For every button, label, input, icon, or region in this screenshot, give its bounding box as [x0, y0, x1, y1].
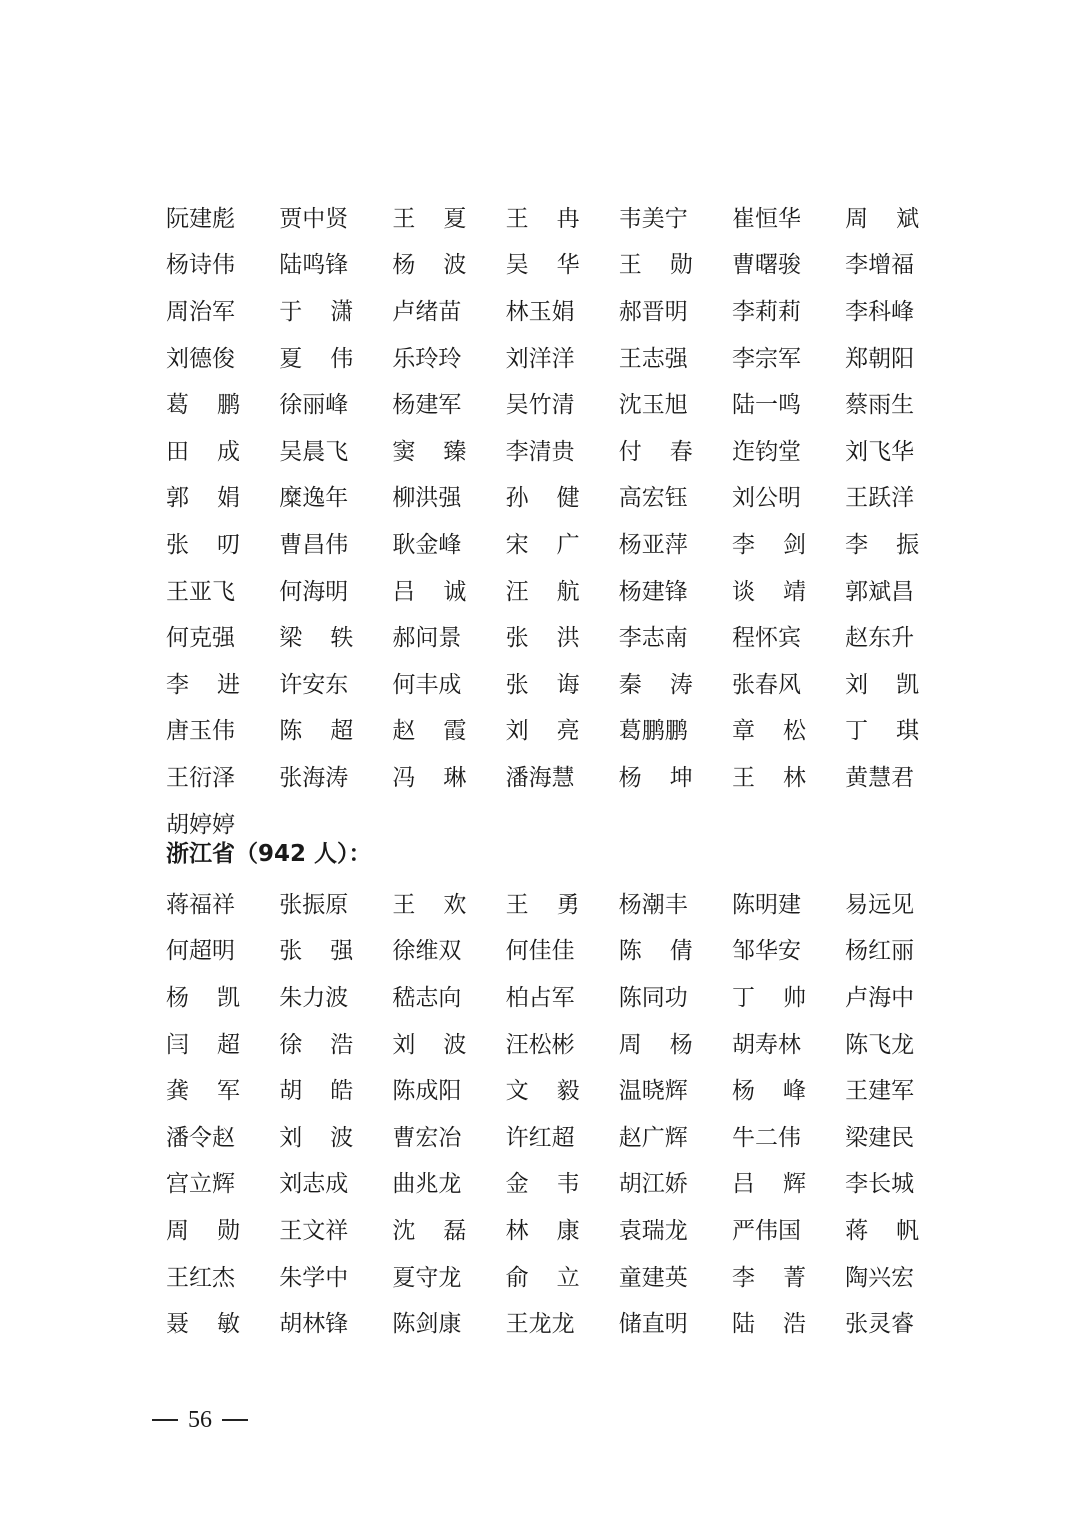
name-entry: 乐玲玲	[392, 345, 462, 372]
name-entry: 陈 超	[279, 718, 354, 745]
name-entry: 刘 凯	[845, 671, 920, 698]
name-entry: 李宗军	[731, 345, 801, 372]
name-entry: 梁建民	[845, 1124, 915, 1151]
name-row	[166, 289, 926, 336]
name-entry: 卢海中	[845, 984, 915, 1011]
name-entry: 郝问景	[392, 625, 462, 652]
name-entry: 李莉莉	[731, 298, 801, 325]
name-entry: 王 冉	[505, 205, 580, 232]
name-entry: 何克强	[166, 625, 235, 652]
name-entry: 李清贵	[505, 438, 575, 465]
name-entry: 李 菁	[731, 1264, 806, 1291]
name-entry: 杨 峰	[731, 1078, 806, 1105]
name-entry: 程怀宾	[731, 625, 801, 652]
name-entry: 张 强	[279, 938, 354, 965]
name-entry: 陆鸣锋	[279, 252, 349, 279]
name-entry: 徐 浩	[279, 1031, 354, 1058]
name-entry: 葛 鹏	[166, 392, 240, 419]
name-entry: 阮建彪	[166, 205, 235, 232]
name-entry: 张 叨	[166, 531, 240, 558]
name-entry: 李科峰	[845, 298, 915, 325]
name-entry: 王 欢	[392, 891, 467, 918]
name-entry: 何佳佳	[505, 938, 575, 965]
name-entry: 沈 磊	[392, 1217, 467, 1244]
name-entry: 严伟国	[731, 1217, 801, 1244]
name-entry: 迮钧堂	[731, 438, 801, 465]
name-entry: 朱学中	[279, 1264, 349, 1291]
name-entry: 夏守龙	[392, 1264, 462, 1291]
name-entry: 陈剑康	[392, 1311, 462, 1338]
page-footer	[152, 1408, 248, 1432]
name-entry: 何丰成	[392, 671, 462, 698]
name-entry: 王文祥	[279, 1217, 349, 1244]
name-entry: 周 杨	[618, 1031, 693, 1058]
name-row	[166, 336, 926, 383]
page-number: 56	[188, 1407, 212, 1433]
name-entry: 刘 波	[392, 1031, 467, 1058]
name-entry: 杨建锋	[618, 578, 688, 605]
name-entry: 张 诲	[505, 671, 580, 698]
name-entry: 文 毅	[505, 1078, 580, 1105]
name-entry: 童建英	[618, 1264, 688, 1291]
name-entry: 牛二伟	[731, 1124, 801, 1151]
name-entry: 周治军	[166, 298, 235, 325]
name-row	[166, 709, 926, 756]
name-row	[166, 975, 926, 1022]
name-entry: 吴竹清	[505, 392, 575, 419]
name-entry: 王 勇	[505, 891, 580, 918]
name-entry: 汪 航	[505, 578, 580, 605]
name-list-section-1	[166, 196, 926, 848]
name-entry: 李长城	[845, 1171, 915, 1198]
name-entry: 于 潇	[279, 298, 354, 325]
name-entry: 崔恒华	[731, 205, 801, 232]
name-entry: 唐玉伟	[166, 718, 235, 745]
name-entry: 宫立辉	[166, 1171, 235, 1198]
name-entry: 聂 敏	[166, 1311, 240, 1338]
name-entry: 陆一鸣	[731, 392, 801, 419]
name-entry: 王红杰	[166, 1264, 235, 1291]
name-entry: 王 林	[731, 764, 806, 791]
name-entry: 杨红丽	[845, 938, 915, 965]
name-entry: 糜逸年	[279, 485, 349, 512]
name-row	[166, 569, 926, 616]
name-entry: 吕 辉	[731, 1171, 806, 1198]
name-entry: 葛鹏鹏	[618, 718, 688, 745]
name-entry: 胡寿林	[731, 1031, 801, 1058]
name-row	[166, 522, 926, 569]
name-entry: 韦美宁	[618, 205, 688, 232]
name-entry: 刘志成	[279, 1171, 349, 1198]
name-row	[166, 1022, 926, 1069]
name-entry: 徐丽峰	[279, 392, 349, 419]
name-entry: 杨建军	[392, 392, 462, 419]
name-entry: 周 斌	[845, 205, 920, 232]
name-entry: 潘令赵	[166, 1124, 235, 1151]
name-entry: 龚 军	[166, 1078, 240, 1105]
name-entry: 杨诗伟	[166, 252, 235, 279]
name-entry: 袁瑞龙	[618, 1217, 688, 1244]
name-entry: 陆 浩	[731, 1311, 806, 1338]
name-row	[166, 755, 926, 802]
name-entry: 夏 伟	[279, 345, 354, 372]
name-entry: 张 洪	[505, 625, 580, 652]
name-entry: 杨 坤	[618, 764, 693, 791]
name-entry: 曹曙骏	[731, 252, 801, 279]
name-entry: 李 进	[166, 671, 240, 698]
name-entry: 丁 帅	[731, 984, 806, 1011]
name-entry: 章 松	[731, 718, 806, 745]
name-entry: 刘 波	[279, 1124, 354, 1151]
name-entry: 何海明	[279, 578, 349, 605]
name-entry: 蔡雨生	[845, 392, 915, 419]
name-entry: 胡林锋	[279, 1311, 349, 1338]
name-entry: 李增福	[845, 252, 915, 279]
name-entry: 王建军	[845, 1078, 915, 1105]
name-entry: 周 勋	[166, 1217, 240, 1244]
name-entry: 胡 皓	[279, 1078, 354, 1105]
name-entry: 闫 超	[166, 1031, 240, 1058]
name-entry: 温晓辉	[618, 1078, 688, 1105]
name-entry: 冯 琳	[392, 764, 467, 791]
name-entry: 高宏钰	[618, 485, 688, 512]
name-entry: 刘德俊	[166, 345, 235, 372]
name-entry: 许安东	[279, 671, 349, 698]
name-entry: 王亚飞	[166, 578, 235, 605]
name-entry: 杨亚萍	[618, 531, 688, 558]
name-entry: 郭斌昌	[845, 578, 915, 605]
name-entry: 曲兆龙	[392, 1171, 462, 1198]
name-entry: 王 勋	[618, 252, 693, 279]
name-row	[166, 1162, 926, 1209]
dash-left	[152, 1419, 178, 1421]
name-entry: 张海涛	[279, 764, 349, 791]
name-row	[166, 615, 926, 662]
name-entry: 李 剑	[731, 531, 806, 558]
name-entry: 曹宏冶	[392, 1124, 462, 1151]
name-entry: 金 韦	[505, 1171, 580, 1198]
name-entry: 林 康	[505, 1217, 580, 1244]
name-entry: 蒋福祥	[166, 891, 235, 918]
name-entry: 卢绪苗	[392, 298, 462, 325]
name-entry: 杨 凯	[166, 984, 240, 1011]
name-entry: 耿金峰	[392, 531, 462, 558]
name-entry: 杨 波	[392, 252, 467, 279]
name-entry: 张灵睿	[845, 1311, 915, 1338]
name-entry: 张春风	[731, 671, 801, 698]
name-row	[166, 929, 926, 976]
name-entry: 何超明	[166, 938, 235, 965]
name-entry: 许红超	[505, 1124, 575, 1151]
name-entry: 陈明建	[731, 891, 801, 918]
name-row	[166, 243, 926, 290]
name-entry: 胡婷婷	[166, 811, 235, 838]
name-entry: 柏占军	[505, 984, 575, 1011]
name-entry: 赵广辉	[618, 1124, 688, 1151]
name-entry: 黄慧君	[845, 764, 915, 791]
name-entry: 沈玉旭	[618, 392, 688, 419]
name-entry: 陶兴宏	[845, 1264, 915, 1291]
name-row	[166, 882, 926, 929]
name-row	[166, 1255, 926, 1302]
name-entry: 胡江娇	[618, 1171, 688, 1198]
name-entry: 陈同功	[618, 984, 688, 1011]
name-entry: 窦 臻	[392, 438, 467, 465]
name-entry: 谈 靖	[731, 578, 806, 605]
name-row	[166, 1208, 926, 1255]
name-entry: 贾中贤	[279, 205, 349, 232]
name-row	[166, 382, 926, 429]
name-row	[166, 662, 926, 709]
name-entry: 吴 华	[505, 252, 580, 279]
name-list-section-zhejiang	[166, 882, 926, 1348]
name-entry: 付 春	[618, 438, 693, 465]
name-entry: 陈飞龙	[845, 1031, 915, 1058]
name-entry: 李志南	[618, 625, 688, 652]
name-entry: 张振原	[279, 891, 349, 918]
name-entry: 王志强	[618, 345, 688, 372]
name-entry: 李 振	[845, 531, 920, 558]
name-entry: 俞 立	[505, 1264, 580, 1291]
name-entry: 吴晨飞	[279, 438, 349, 465]
name-entry: 嵇志向	[392, 984, 462, 1011]
name-entry: 刘飞华	[845, 438, 915, 465]
name-entry: 郑朝阳	[845, 345, 915, 372]
name-entry: 徐维双	[392, 938, 462, 965]
name-entry: 宋 广	[505, 531, 580, 558]
name-entry: 蒋 帆	[845, 1217, 920, 1244]
name-entry: 柳洪强	[392, 485, 462, 512]
name-entry: 刘公明	[731, 485, 801, 512]
name-entry: 秦 涛	[618, 671, 693, 698]
name-entry: 陈 倩	[618, 938, 693, 965]
name-entry: 梁 轶	[279, 625, 354, 652]
name-entry: 王跃洋	[845, 485, 915, 512]
name-entry: 储直明	[618, 1311, 688, 1338]
name-row	[166, 1115, 926, 1162]
name-entry: 易远见	[845, 891, 915, 918]
name-entry: 赵 霞	[392, 718, 467, 745]
name-entry: 孙 健	[505, 485, 580, 512]
name-row	[166, 1068, 926, 1115]
name-entry: 郭 娟	[166, 485, 240, 512]
name-entry: 曹昌伟	[279, 531, 349, 558]
name-row	[166, 476, 926, 523]
name-entry: 吕 诚	[392, 578, 467, 605]
section-heading-zhejiang: 浙江省（942 人）：	[166, 841, 372, 867]
name-row	[166, 1301, 926, 1348]
dash-right	[222, 1419, 248, 1421]
name-entry: 王 夏	[392, 205, 467, 232]
name-entry: 王龙龙	[505, 1311, 575, 1338]
name-entry: 潘海慧	[505, 764, 575, 791]
name-entry: 丁 琪	[845, 718, 920, 745]
name-entry: 刘 亮	[505, 718, 580, 745]
name-entry: 田 成	[166, 438, 240, 465]
name-row	[166, 196, 926, 243]
name-entry: 汪松彬	[505, 1031, 575, 1058]
name-entry: 杨潮丰	[618, 891, 688, 918]
name-row	[166, 429, 926, 476]
name-entry: 刘洋洋	[505, 345, 575, 372]
name-entry: 赵东升	[845, 625, 915, 652]
name-entry: 邹华安	[731, 938, 801, 965]
name-entry: 王衍泽	[166, 764, 235, 791]
name-entry: 林玉娟	[505, 298, 575, 325]
name-entry: 郝晋明	[618, 298, 688, 325]
name-entry: 朱力波	[279, 984, 349, 1011]
name-entry: 陈成阳	[392, 1078, 462, 1105]
